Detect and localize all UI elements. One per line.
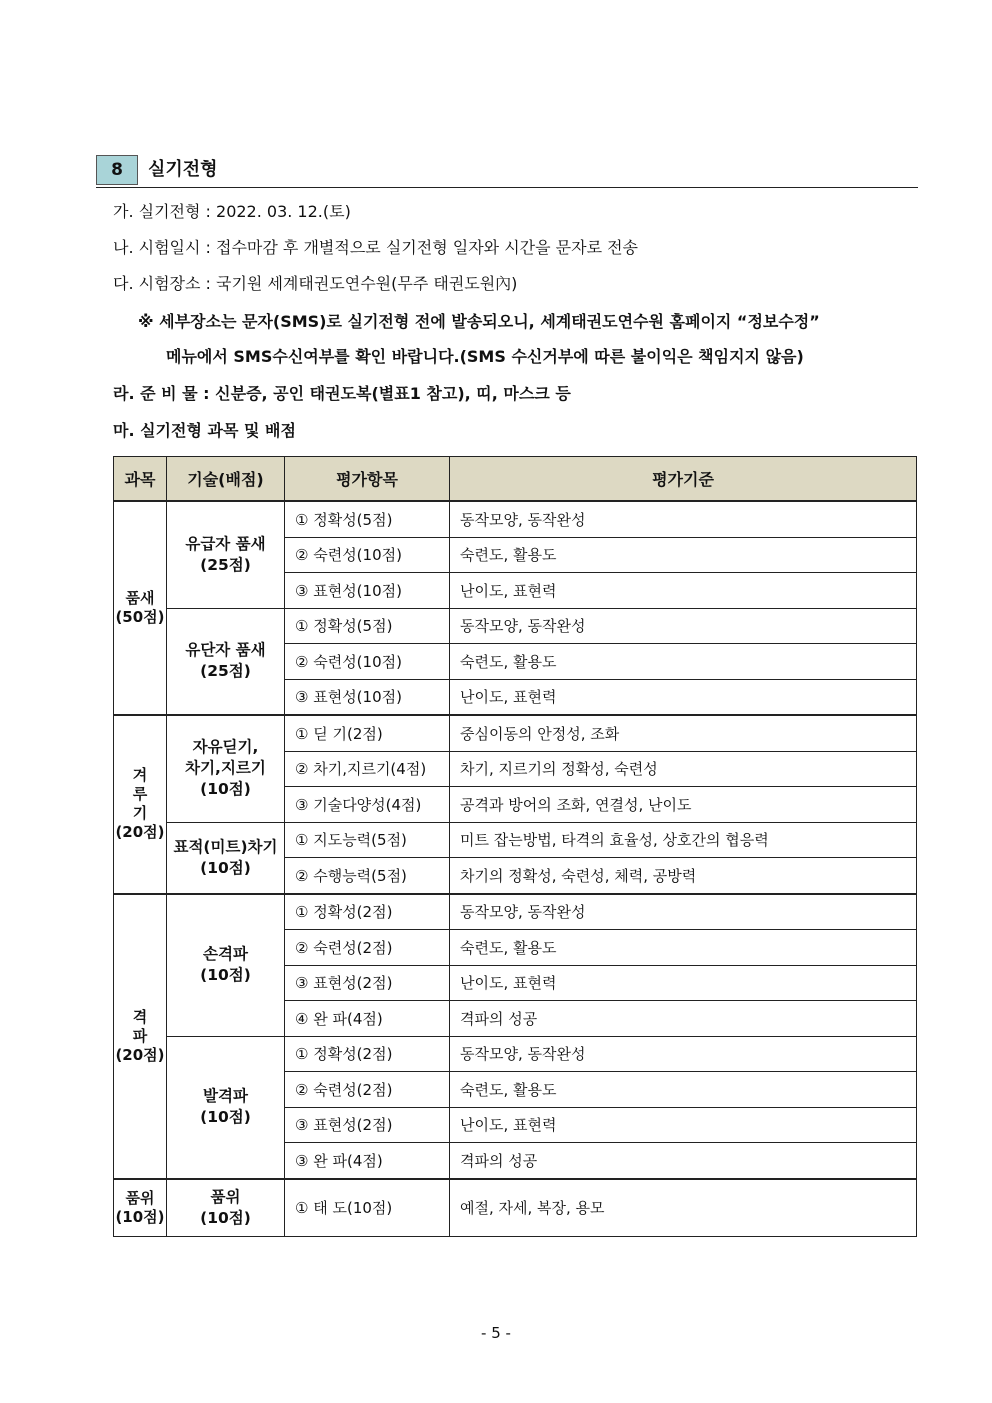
eval-criteria: 격파의 성공	[450, 1143, 917, 1179]
technique-songyeok: 손격파 (10점)	[167, 894, 285, 1037]
line-ma: 마. 실기전형 과목 및 배점	[113, 421, 296, 440]
eval-item: ① 태 도(10점)	[285, 1179, 450, 1237]
eval-criteria: 중심이동의 안정성, 조화	[450, 715, 917, 751]
eval-criteria: 차기의 정확성, 숙련성, 체력, 공방력	[450, 858, 917, 894]
header-criteria: 평가기준	[450, 457, 917, 502]
eval-item: ③ 표현성(10점)	[285, 679, 450, 715]
table-row	[114, 1036, 917, 1072]
section-number: 8	[96, 155, 138, 185]
subject-poomwi: 품위 (10점)	[114, 1179, 167, 1237]
eval-item: ③ 완 파(4점)	[285, 1143, 450, 1179]
eval-item: ① 정확성(5점)	[285, 608, 450, 644]
eval-item: ③ 표현성(2점)	[285, 965, 450, 1001]
eval-criteria: 숙련도, 활용도	[450, 537, 917, 573]
eval-item: ② 숙련성(2점)	[285, 930, 450, 966]
eval-item: ① 딛 기(2점)	[285, 715, 450, 751]
eval-criteria: 숙련도, 활용도	[450, 644, 917, 680]
eval-item: ④ 완 파(4점)	[285, 1001, 450, 1037]
eval-item: ③ 표현성(2점)	[285, 1107, 450, 1143]
technique-pyojeok: 표적(미트)차기 (10점)	[167, 822, 285, 894]
eval-criteria: 예절, 자세, 복장, 용모	[450, 1179, 917, 1237]
eval-criteria: 공격과 방어의 조화, 연결성, 난이도	[450, 787, 917, 823]
eval-item: ② 차기,지르기(4점)	[285, 751, 450, 787]
eval-criteria: 동작모양, 동작완성	[450, 608, 917, 644]
line-da: 다. 시험장소 : 국기원 세계태권도연수원(무주 태권도원內)	[113, 274, 518, 293]
eval-item: ① 정확성(2점)	[285, 1036, 450, 1072]
header-item: 평가항목	[285, 457, 450, 502]
table-row	[114, 715, 917, 751]
subject-gyeorugi: 겨 루 기 (20점)	[114, 715, 167, 894]
table-row	[114, 894, 917, 930]
eval-item: ① 정확성(2점)	[285, 894, 450, 930]
section-header	[96, 155, 918, 188]
table-header-row	[114, 457, 917, 502]
header-technique: 기술(배점)	[167, 457, 285, 502]
eval-criteria: 차기, 지르기의 정확성, 숙련성	[450, 751, 917, 787]
eval-item: ③ 표현성(10점)	[285, 573, 450, 609]
technique-yugeup: 유급자 품새 (25점)	[167, 501, 285, 608]
page-number: - 5 -	[481, 1324, 511, 1342]
table-row	[114, 501, 917, 537]
eval-criteria: 난이도, 표현력	[450, 965, 917, 1001]
eval-criteria: 미트 잡는방법, 타격의 효율성, 상호간의 협응력	[450, 822, 917, 858]
eval-criteria: 동작모양, 동작완성	[450, 894, 917, 930]
header-subject: 과목	[114, 457, 167, 502]
eval-criteria: 난이도, 표현력	[450, 679, 917, 715]
eval-criteria: 숙련도, 활용도	[450, 930, 917, 966]
eval-criteria: 난이도, 표현력	[450, 1107, 917, 1143]
eval-criteria: 숙련도, 활용도	[450, 1072, 917, 1108]
subject-gyeokpa: 격 파 (20점)	[114, 894, 167, 1179]
table-row	[114, 822, 917, 858]
technique-balgyeok: 발격파 (10점)	[167, 1036, 285, 1179]
note-line-2: 메뉴에서 SMS수신여부를 확인 바랍니다.(SMS 수신거부에 따른 불이익은 책임지지 않음)	[166, 347, 804, 366]
section-title: 실기전형	[148, 159, 218, 180]
subject-poomsae: 품새 (50점)	[114, 501, 167, 715]
table-row	[114, 1179, 917, 1237]
eval-item: ② 숙련성(2점)	[285, 1072, 450, 1108]
eval-item: ② 숙련성(10점)	[285, 537, 450, 573]
table-row	[114, 608, 917, 644]
eval-criteria: 동작모양, 동작완성	[450, 1036, 917, 1072]
eval-criteria: 동작모양, 동작완성	[450, 501, 917, 537]
eval-item: ③ 기술다양성(4점)	[285, 787, 450, 823]
technique-yudan: 유단자 품새 (25점)	[167, 608, 285, 715]
eval-item: ① 지도능력(5점)	[285, 822, 450, 858]
eval-criteria: 난이도, 표현력	[450, 573, 917, 609]
eval-item: ① 정확성(5점)	[285, 501, 450, 537]
eval-item: ② 수행능력(5점)	[285, 858, 450, 894]
technique-poomwi: 품위 (10점)	[167, 1179, 285, 1237]
technique-jayu: 자유딛기, 차기,지르기 (10점)	[167, 715, 285, 822]
eval-criteria: 격파의 성공	[450, 1001, 917, 1037]
line-ra: 라. 준 비 물 : 신분증, 공인 태권도복(별표1 참고), 띠, 마스크 등	[113, 384, 571, 403]
line-na: 나. 시험일시 : 접수마감 후 개별적으로 실기전형 일자와 시간을 문자로 전송	[113, 238, 639, 257]
note-line-1: ※ 세부장소는 문자(SMS)로 실기전형 전에 발송되오니, 세계태권도연수원 홈페이지 “정보수정”	[138, 312, 820, 331]
line-ga: 가. 실기전형 : 2022. 03. 12.(토)	[113, 202, 351, 221]
eval-item: ② 숙련성(10점)	[285, 644, 450, 680]
evaluation-table	[113, 456, 917, 1237]
